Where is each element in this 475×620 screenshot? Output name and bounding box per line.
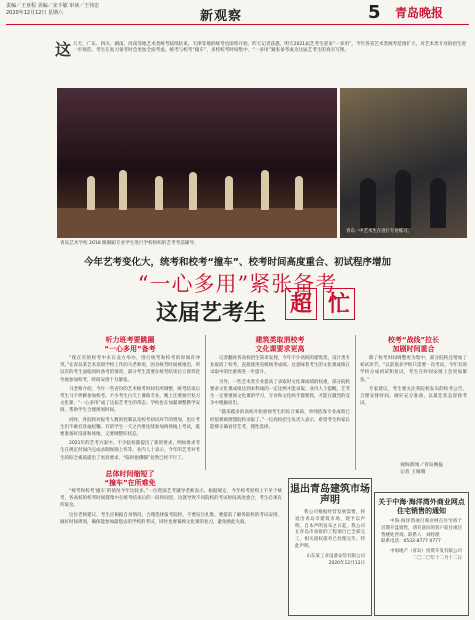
dance-photo bbox=[57, 88, 337, 238]
notice-text: 我公司根据经营发展需要，将退出青岛市建筑市场，现予以声明。自本声明发布之日起，我公司在青岛市承接的工程项目已全部完工，相关债权债务已处理完毕。特此声明。 bbox=[295, 510, 365, 549]
sales-notice-phone: 联系电话：0532-8777 0777 bbox=[381, 539, 441, 545]
student-figure bbox=[360, 178, 376, 228]
dancer-figure bbox=[295, 176, 303, 210]
section-3-title: 建筑类取消校考 文化课要求更高 bbox=[255, 336, 305, 353]
paragraph: 记者翻看各高校招生简章发现，今年不少高校的建筑类、设计类专业取消了校考，直接使用省级统考成绩。这意味着考生的文化课成绩在录取中的比重将进一步提升。 bbox=[210, 356, 350, 376]
student-figure bbox=[395, 170, 411, 228]
section-1-body bbox=[60, 355, 200, 465]
section-title: 新观察 bbox=[200, 9, 243, 24]
section-2-body bbox=[60, 488, 282, 614]
dancer-figure bbox=[261, 170, 269, 210]
dancer-figure bbox=[155, 176, 163, 210]
paragraph: 同时，各院校对报考人数的控制以及校考初试环节的增加，也让考生们不敢有丝毫松懈。有的学生一天之内要连续参加两场线上考试，既要准备好设备和场地，又要调整好状态。 bbox=[60, 417, 200, 438]
paragraph: 专家建议，考生要关注各院校发布的校考公告，合理安排时间，做好充分准备，以最佳状态迎接考试。 bbox=[360, 386, 467, 407]
stage-floor bbox=[57, 208, 337, 238]
paragraph: “越来越多的高校开始重视考生的综合素质，单纯依靠专业成绩已经很难被理想院校录取了。”一位高校招生负责人表示，希望考生和家长能够正确看待艺考，理性选择。 bbox=[210, 410, 350, 430]
notice-title: 退出青岛建筑市场声明 bbox=[290, 484, 370, 506]
column-divider bbox=[205, 335, 206, 470]
column-divider bbox=[355, 335, 356, 470]
paragraph: 除了校考时间调整更为集中，部分院校还增加了初试环节。“以前很多学校只需要一次考试，今年有的学校分成初试和复试，考生在时间安排上会更加紧张。” bbox=[360, 356, 467, 383]
headline-line-1: “一心多用”紧张备考 bbox=[137, 272, 338, 296]
main-photo-caption: 青岛艺术学校 2018 级舞蹈专业学生进行学校组织的艺考考前辅导。 bbox=[60, 241, 199, 246]
issue-date: 2020年12月12日 星期六 bbox=[6, 10, 64, 16]
sales-notice-body bbox=[375, 519, 468, 563]
editor-credits: 责编／王亚程 美编／宋丰敏 审读／王伟宏 bbox=[6, 3, 100, 9]
headline-line-2: 这届艺考生 bbox=[156, 300, 267, 326]
sales-notice-text: 中海·海洋湾项目商业网点住宅将于近期开盘销售，请有意向的客户前往项目售楼处咨询。联系人：刘经理 bbox=[381, 519, 462, 538]
side-photo-caption: 青岛一中艺术生在进行专业练习。 bbox=[346, 229, 412, 234]
page-header bbox=[0, 0, 475, 26]
emphasis-char: 超 bbox=[285, 288, 317, 320]
lead-paragraph bbox=[55, 42, 467, 58]
student-practice-photo bbox=[340, 88, 467, 238]
section-4-title: 校考“战线”拉长 加剧时间重合 bbox=[387, 336, 440, 353]
section-3-body bbox=[210, 355, 350, 465]
page-number: 5 bbox=[368, 2, 381, 23]
headline-emphasis bbox=[285, 288, 361, 320]
header-rule bbox=[6, 24, 469, 25]
paragraph: 马老师介绍，今年一些省份的艺术统考时间有所调整，统考结束后考生马不停蹄参加校考。不少考生白天上课练专业，晚上还要抽空复习文化课，“一心多用”成了这届艺考生的常态。学校也在加紧调整教学安排，帮助学生合理规划时间。 bbox=[60, 386, 200, 414]
dancer-figure bbox=[87, 176, 95, 210]
withdrawal-notice-box bbox=[288, 478, 372, 616]
author-byline: 观海新闻／青岛晚报 记者 王晴晴 bbox=[400, 463, 444, 475]
dancer-figure bbox=[225, 176, 233, 210]
sales-notice-date: 二〇二〇年十二月十二日 bbox=[412, 555, 462, 561]
section-2-title: 总体时间缩短了 “撞车”在所难免 bbox=[104, 470, 156, 487]
sales-notice-box bbox=[374, 492, 469, 616]
sales-notice-title: 关于中海·海洋湾外商业网点住宅销售的通知 bbox=[378, 497, 465, 515]
notice-signature: 山东某工业设备安装有限公司 bbox=[306, 553, 365, 559]
paragraph: “统考和校考‘撞车’的情况今年比较多。”一位资深艺考辅导老师表示，根据规定，今年校考原则上不早于统考，各高校的校考时间都集中在统考结束后的一段时间里，这就导致不同院校的考试时间高度重合，考生必须有所取舍。 bbox=[60, 489, 282, 509]
header-meta bbox=[6, 3, 99, 17]
headline-kicker: 今年艺考变化大，统考和校考“撞车”、校考时间高度重合、初试程序增加 bbox=[84, 257, 391, 268]
section-1-title: 听力班考要跳圈 “一心多用”备考 bbox=[104, 336, 156, 353]
dancer-figure bbox=[189, 172, 197, 210]
notice-body bbox=[289, 510, 371, 567]
paragraph: “现在有的校考中未在北方举办，进行统考和校考的时间有冲突。”在青岛某艺术培训学校工作的马老师说，因为统考时间被推迟，所以有的考生面临同时备考的情况，部分考生需要在统考结束后立即奔赴外地参加校考，时间安排十分紧张。 bbox=[60, 356, 200, 383]
student-figure bbox=[430, 178, 446, 228]
notice-date: 2020年12月12日 bbox=[328, 560, 365, 566]
newspaper-logo: 青岛晚报 bbox=[395, 6, 444, 20]
sales-notice-signature: 中海地产（青岛）投资开发有限公司 bbox=[390, 549, 462, 555]
emphasis-char: 忙 bbox=[323, 288, 355, 320]
dancer-figure bbox=[119, 170, 127, 210]
drop-cap: 这 bbox=[55, 40, 72, 59]
paragraph: 另外，一些艺术类专业提高了录取时文化课成绩的权重，部分院校要求文化课成绩达到本科线的一定比例才能录取。业内人士提醒，艺考生一定要重视文化课的学习，专业和文化两手都要抓，才能在激烈的竞争中脱颖而出。 bbox=[210, 379, 350, 407]
paragraph: 2021年的艺考方案中，不少院校都提出了新的要求，例如要求考生在规定时间内完成录制视频上传等。业内人士表示，今年的艺考对考生的综合素质提出了更高要求，“临时抱佛脚”显然已经不行了。 bbox=[60, 441, 200, 461]
section-4-body bbox=[360, 355, 467, 460]
lead-text: 几天，广东、四川、湖南、河南等地艺术类统考陆续结束，天津等地的统考也即将开始。昨天记者获悉，明天2021届艺考生迎来“一多用”。今年各省艺术类统考范围扩大，对艺术类专业的招生进一步规范，考生在复习备考时会更加全面考虑。统考与校考“撞车”，多校校考时间集中，“一多用”紧张备考成为这届艺考生的真实写照。 bbox=[73, 42, 467, 53]
paragraph: 这位老师建议，考生应根据自身情况，合理选择报考院校，不要盲目扎堆。要提前了解各院校的考试安排，做好时间规划，确保能参加最想去的学校的考试，同时也要兼顾文化课的复习，避免顾此失彼。 bbox=[60, 512, 282, 525]
